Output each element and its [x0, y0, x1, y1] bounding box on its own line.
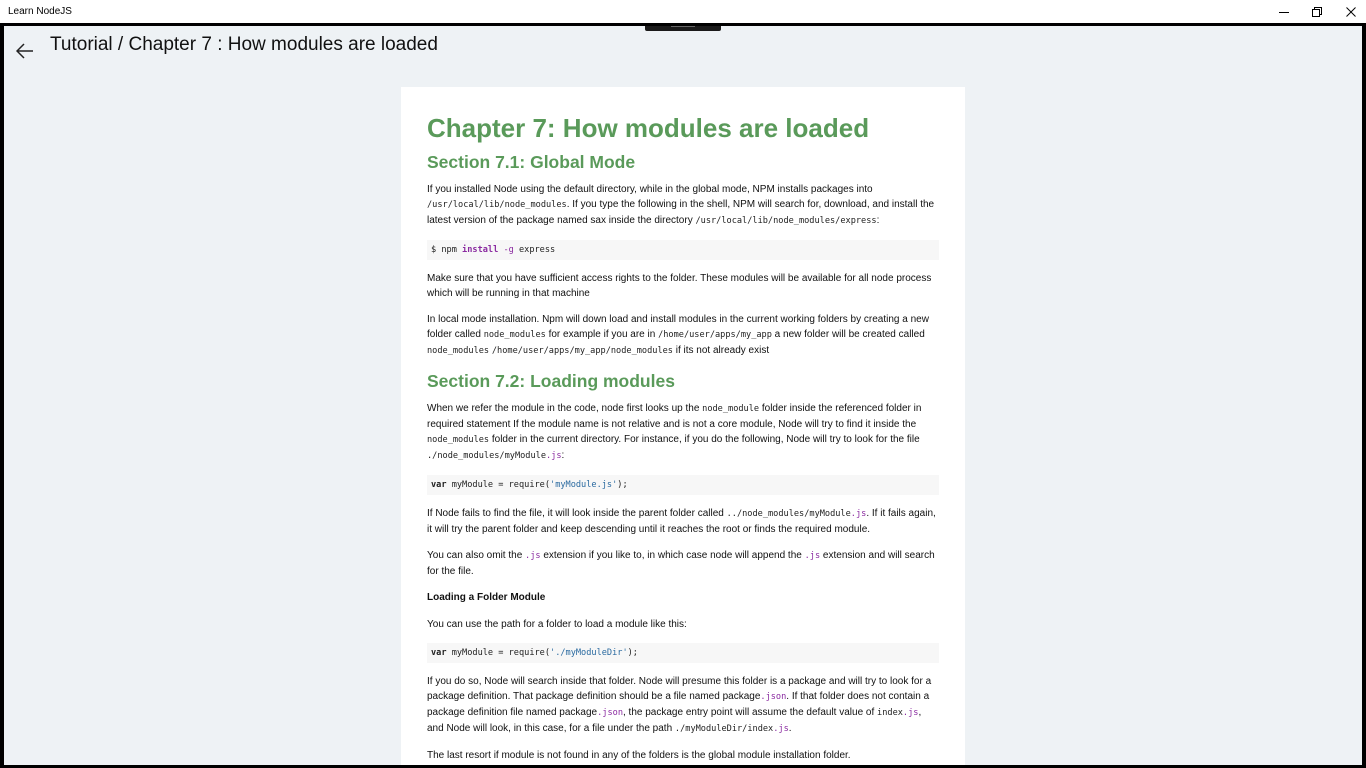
- code-ext: .js: [902, 708, 919, 718]
- text: . If that folder does not contain a package definition file named package: [427, 691, 930, 718]
- code-text: express: [513, 245, 556, 255]
- inline-code: [597, 708, 623, 718]
- code-keyword: var: [431, 648, 447, 658]
- paragraph: [427, 548, 939, 579]
- code-flag: -g: [503, 245, 514, 255]
- code-block: [427, 240, 939, 260]
- inline-code: /usr/local/lib/node_modules: [427, 200, 567, 210]
- inline-code: /usr/local/lib/node_modules/express: [695, 216, 877, 226]
- minimize-icon: [1279, 7, 1289, 17]
- text: . If it fails again, it will try the parent folder and keep descending until it reaches the root or finds the required module.: [427, 508, 936, 535]
- inline-code: [805, 551, 821, 561]
- text: , the package entry point will assume the default value of: [623, 707, 878, 718]
- code-text: );: [617, 480, 628, 490]
- inline-code: [877, 708, 918, 718]
- article: [427, 87, 939, 765]
- code-text: ./myModuleDir/index: [674, 724, 774, 734]
- text: .: [788, 723, 792, 734]
- paragraph: [427, 182, 939, 229]
- section-title-global-mode: Section 7.1: Global Mode: [427, 152, 636, 172]
- back-arrow-icon: [16, 43, 34, 59]
- text: extension and will search for the file.: [427, 550, 935, 577]
- text: If you do so, Node will search inside that folder. Node will presume this folder is a package and will try to look for a package definition. That package definition should be a file named package: [427, 676, 932, 702]
- text: if its not already exist: [672, 345, 770, 356]
- paragraph: You can use the path for a folder to load a module like this:: [427, 619, 687, 630]
- close-icon: [1346, 7, 1356, 17]
- text: extension if you like to, in which case node will append the: [540, 550, 805, 561]
- maximize-button[interactable]: [1300, 0, 1334, 23]
- text: for example if you are in: [545, 329, 659, 340]
- code-block: [427, 475, 939, 495]
- chapter-title: Chapter 7: How modules are loaded: [427, 113, 870, 143]
- code-text: ../node_modules/myModule: [726, 509, 851, 519]
- paragraph: [427, 312, 939, 359]
- close-button[interactable]: [1334, 0, 1366, 23]
- page-title: Tutorial / Chapter 7 : How modules are loaded: [50, 34, 438, 55]
- inline-code: [727, 509, 867, 519]
- text: folder inside the referenced folder in required statement If the module name is not relative and is not a core module, Node will try to find it inside the: [427, 403, 922, 430]
- code-text: myModule = require(: [446, 648, 551, 658]
- title-bar: [0, 0, 1366, 23]
- paragraph: [427, 401, 939, 464]
- window-frame: [0, 23, 1366, 768]
- inline-code: node_modules: [427, 435, 490, 445]
- app-title: Learn NodeJS: [8, 6, 72, 17]
- code-text: );: [627, 648, 638, 658]
- paragraph: Make sure that you have sufficient access rights to the folder. These modules will be available for all node process which will be running in that machine: [427, 273, 932, 299]
- inline-code: /home/user/apps/my_app/node_modules: [491, 346, 673, 356]
- text: . If you type the following in the shell, NPM will search for, download, and install the latest version of the package named sax inside the directory: [427, 199, 935, 226]
- text: When we refer the module in the code, node first looks up the: [427, 403, 703, 414]
- text: :: [561, 450, 565, 461]
- text: :: [876, 215, 880, 226]
- inline-code: [525, 551, 541, 561]
- code-text: $ npm: [431, 245, 463, 255]
- code-keyword: install: [462, 245, 499, 255]
- text: a new folder will be created called: [771, 329, 925, 340]
- code-block: [427, 643, 939, 663]
- code-text: index: [877, 708, 903, 718]
- back-button[interactable]: [10, 36, 40, 66]
- text: In local mode installation. Npm will down load and install modules in the current working folders by creating a new folder called: [427, 314, 929, 340]
- code-ext: .js: [525, 551, 541, 561]
- text: If you installed Node using the default directory, while in the global mode, NPM installs packages into: [427, 184, 873, 195]
- paragraph: [427, 506, 939, 537]
- inline-code: node_modules: [483, 330, 546, 340]
- code-string: 'myModule.js': [550, 480, 618, 490]
- inline-code: [675, 724, 789, 734]
- text: folder in the current directory. For instance, if you do the following, Node will try to look for the file: [489, 434, 920, 445]
- code-ext: .js: [546, 451, 562, 461]
- paragraph: The last resort if module is not found in any of the folders is the global module installation folder.: [427, 750, 851, 761]
- inline-code: /home/user/apps/my_app: [658, 330, 772, 340]
- content-card[interactable]: [401, 87, 965, 765]
- code-ext: .js: [773, 724, 789, 734]
- text: You can also omit the: [427, 550, 526, 561]
- app-content: [4, 26, 1362, 765]
- text: , and Node will look, in this case, for a file under the path: [427, 707, 922, 734]
- drag-handle[interactable]: [645, 26, 721, 31]
- inline-code: [760, 692, 786, 702]
- code-text: myModule = require(: [446, 480, 551, 490]
- minimize-button[interactable]: [1267, 0, 1301, 23]
- text: If Node fails to find the file, it will look inside the parent folder called: [427, 508, 727, 519]
- inline-code: node_modules: [427, 346, 490, 356]
- code-text: ./node_modules/myModule: [427, 451, 546, 461]
- code-string: './myModuleDir': [550, 648, 628, 658]
- maximize-icon: [1312, 7, 1322, 17]
- code-keyword: var: [431, 480, 447, 490]
- inline-code: [427, 451, 562, 461]
- code-ext: .json: [760, 692, 787, 702]
- inline-code: node_module: [702, 404, 760, 414]
- section-title-loading-modules: Section 7.2: Loading modules: [427, 371, 675, 391]
- code-ext: .json: [597, 708, 623, 718]
- subheading-loading-folder-module: Loading a Folder Module: [427, 592, 546, 603]
- code-ext: .js: [850, 509, 867, 519]
- code-ext: .js: [804, 551, 821, 561]
- paragraph: [427, 674, 939, 737]
